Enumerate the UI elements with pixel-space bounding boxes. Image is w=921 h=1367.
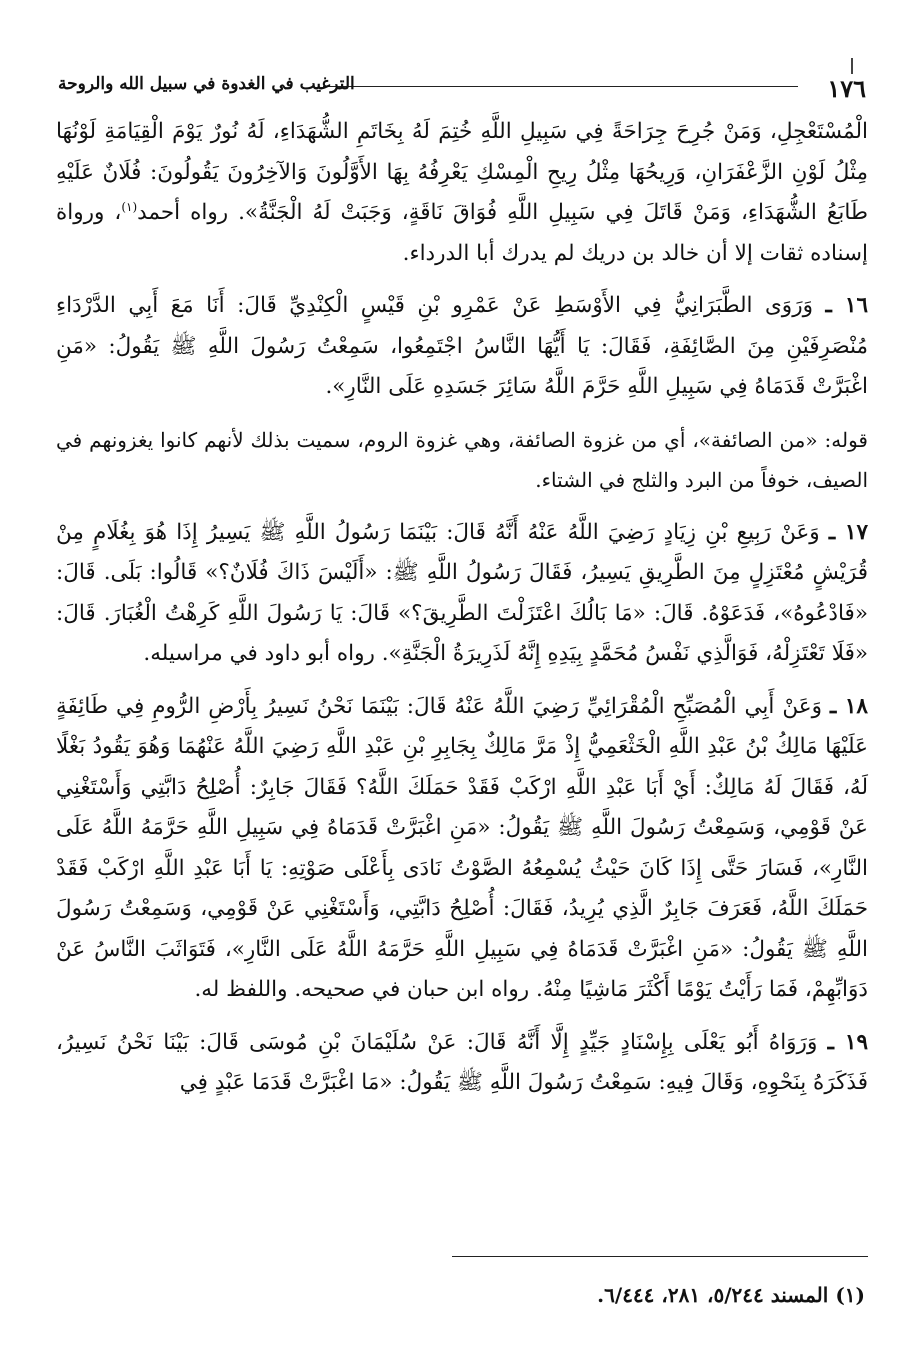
hadith-text: وَعَنْ رَبِيعِ بْنِ زِيَادٍ رَضِيَ اللَّهُ عَنْهُ أَنَّهُ قَالَ: بَيْنَمَا رَسُولُ اللَّهِ ﷺ يَسِيرُ إِذَا هُوَ بِغُلَامٍ مِنْ قُرَيْشٍ مُعْتَزِلٍ مِنَ الطَّرِيقِ يَسِيرُ، فَقَالَ رَسُولُ اللَّهِ ﷺ: «أَلَيْسَ ذَاكَ فُلَانٌ؟» قَالُوا: بَلَى. قَالَ: «فَادْعُوهُ»، فَدَعَوْهُ. قَالَ: «مَا بَالُكَ اعْتَزَلْتَ الطَّرِيقَ؟» قَالَ: يَا رَسُولَ اللَّهِ كَرِهْتُ الْغُبَارَ. قَالَ: «فَلَا تَعْتَزِلْهُ، فَوَالَّذِي نَفْسُ مُحَمَّدٍ بِيَدِهِ إِنَّهُ لَذَرِيرَةُ الْجَنَّةِ». رواه أبو داود في مراسيله.: [56, 519, 868, 666]
hadith-text: وَرَوَى الطَّبَرَانِيُّ فِي الأَوْسَطِ عَنْ عَمْرِو بْنِ قَيْسٍ الْكِنْدِيِّ قَالَ: أَنَا مَعَ أَبِي الدَّرْدَاءِ مُنْصَرِفَيْنِ مِنَ الصَّائِفَةِ، فَقَالَ: يَا أَيُّهَا النَّاسُ اجْتَمِعُوا، سَمِعْتُ رَسُولَ اللَّهِ ﷺ يَقُولُ: «مَنِ اغْبَرَّتْ قَدَمَاهُ فِي سَبِيلِ اللَّهِ حَرَّمَ اللَّهُ سَائِرَ جَسَدِهِ عَلَى النَّارِ».: [56, 293, 868, 399]
hadith-18: [56, 687, 868, 1011]
footnote-marker: (١): [835, 1283, 865, 1307]
hadith-text: وَعَنْ أَبِي الْمُصَبِّحِ الْمُقْرَائِيِّ رَضِيَ اللَّهُ عَنْهُ قَالَ: بَيْنَمَا نَحْنُ نَسِيرُ بِأَرْضِ الرُّومِ فِي طَائِفَةٍ عَلَيْهَا مَالِكُ بْنُ عَبْدِ اللَّهِ الْخَثْعَمِيُّ إِذْ مَرَّ مَالِكٌ بِجَابِرِ بْنِ عَبْدِ اللَّهِ رَضِيَ اللَّهُ عَنْهُمَا وَهُوَ يَقُودُ بَغْلًا لَهُ، فَقَالَ لَهُ مَالِكٌ: أَيْ أَبَا عَبْدِ اللَّهِ ارْكَبْ فَقَدْ حَمَلَكَ اللَّهُ؟ فَقَالَ جَابِرٌ: أُصْلِحُ دَابَّتِي وَأَسْتَغْنِي عَنْ قَوْمِي، وَسَمِعْتُ رَسُولَ اللَّهِ ﷺ يَقُولُ: «مَنِ اغْبَرَّتْ قَدَمَاهُ فِي سَبِيلِ اللَّهِ حَرَّمَهُ اللَّهُ عَلَى النَّارِ»، فَسَارَ حَتَّى إِذَا كَانَ حَيْثُ يُسْمِعُهُ الصَّوْتُ نَادَى بِأَعْلَى صَوْتِهِ: يَا أَبَا عَبْدِ اللَّهِ ارْكَبْ فَقَدْ حَمَلَكَ اللَّهُ، فَعَرَفَ جَابِرٌ الَّذِي يُرِيدُ، فَقَالَ: أُصْلِحُ دَابَّتِي، وَأَسْتَغْنِي عَنْ قَوْمِي، وَسَمِعْتُ رَسُولَ اللَّهِ ﷺ يَقُولُ: «مَنِ اغْبَرَّتْ قَدَمَاهُ فِي سَبِيلِ اللَّهِ حَرَّمَهُ اللَّهُ عَلَى النَّارِ»، فَتَوَاثَبَ النَّاسُ عَنْ دَوَابِّهِمْ، فَمَا رَأَيْتُ يَوْمًا أَكْثَرَ مَاشِيًا مِنْهُ. رواه ابن حبان في صحيحه. واللفظ له.: [56, 693, 868, 1002]
commentary-text: قوله: «من الصائفة»، أي من غزوة الصائفة، وهي غزوة الروم، سميت بذلك لأنهم كانوا يغزونهم في الصيف، خوفاً من البرد والثلج في الشتاء.: [56, 427, 868, 492]
page-header: [58, 70, 866, 103]
hadith-number: ١٨ ـ: [829, 693, 868, 719]
page-body: [56, 112, 868, 1116]
footnote-1: [597, 1283, 865, 1307]
footnote-separator: [452, 1256, 868, 1257]
hadith-16: [56, 286, 868, 408]
hadith-17: [56, 513, 868, 675]
running-title: الترغيب في الغدوة في سبيل الله والروحة: [58, 74, 355, 94]
footnote-text: المسند ٥/٢٤٤، ٢٨١، ٦/٤٤٤.: [597, 1283, 829, 1307]
page-number: ١٧٦: [827, 74, 866, 103]
paragraph-text-after: ، ورواة إسناده ثقات إلا أن خالد بن دريك لم يدرك أبا الدرداء.: [56, 200, 868, 266]
hadith-text: وَرَوَاهُ أَبُو يَعْلَى بِإِسْنَادٍ جَيِّدٍ إِلَّا أَنَّهُ قَالَ: عَنْ سُلَيْمَانَ بْنِ مُوسَى قَالَ: بَيْنَا نَحْنُ نَسِيرُ، فَذَكَرَهُ بِنَحْوِهِ، وَقَالَ فِيهِ: سَمِعْتُ رَسُولَ اللَّهِ ﷺ يَقُولُ: «مَا اغْبَرَّتْ قَدَمَا عَبْدٍ فِي: [56, 1029, 868, 1095]
footnote-ref: (١): [121, 199, 138, 214]
header-rule: [323, 86, 798, 87]
hadith-19: [56, 1023, 868, 1104]
paragraph-continuation: [56, 112, 868, 274]
hadith-number: ١٦ ـ: [825, 293, 868, 318]
hadith-number: ١٧ ـ: [828, 519, 868, 545]
commentary-paragraph: [56, 420, 868, 501]
hadith-number: ١٩ ـ: [827, 1029, 868, 1055]
paragraph-text: الْمُسْتَعْجِلِ، وَمَنْ جُرِحَ جِرَاحَةً فِي سَبِيلِ اللَّهِ خُتِمَ لَهُ بِخَاتَمِ الشُّهَدَاءِ، لَهُ نُورٌ يَوْمَ الْقِيَامَةِ لَوْنُهَا مِثْلُ لَوْنِ الزَّعْفَرَانِ، وَرِيحُهَا مِثْلُ رِيحِ الْمِسْكِ يَعْرِفُهُ بِهَا الأَوَّلُونَ وَالآخِرُونَ يَقُولُونَ: فُلَانٌ عَلَيْهِ طَابَعُ الشُّهَدَاءِ، وَمَنْ قَاتَلَ فِي سَبِيلِ اللَّهِ فُوَاقَ نَاقَةٍ، وَجَبَتْ لَهُ الْجَنَّةُ». رواه أحمد: [56, 119, 868, 225]
